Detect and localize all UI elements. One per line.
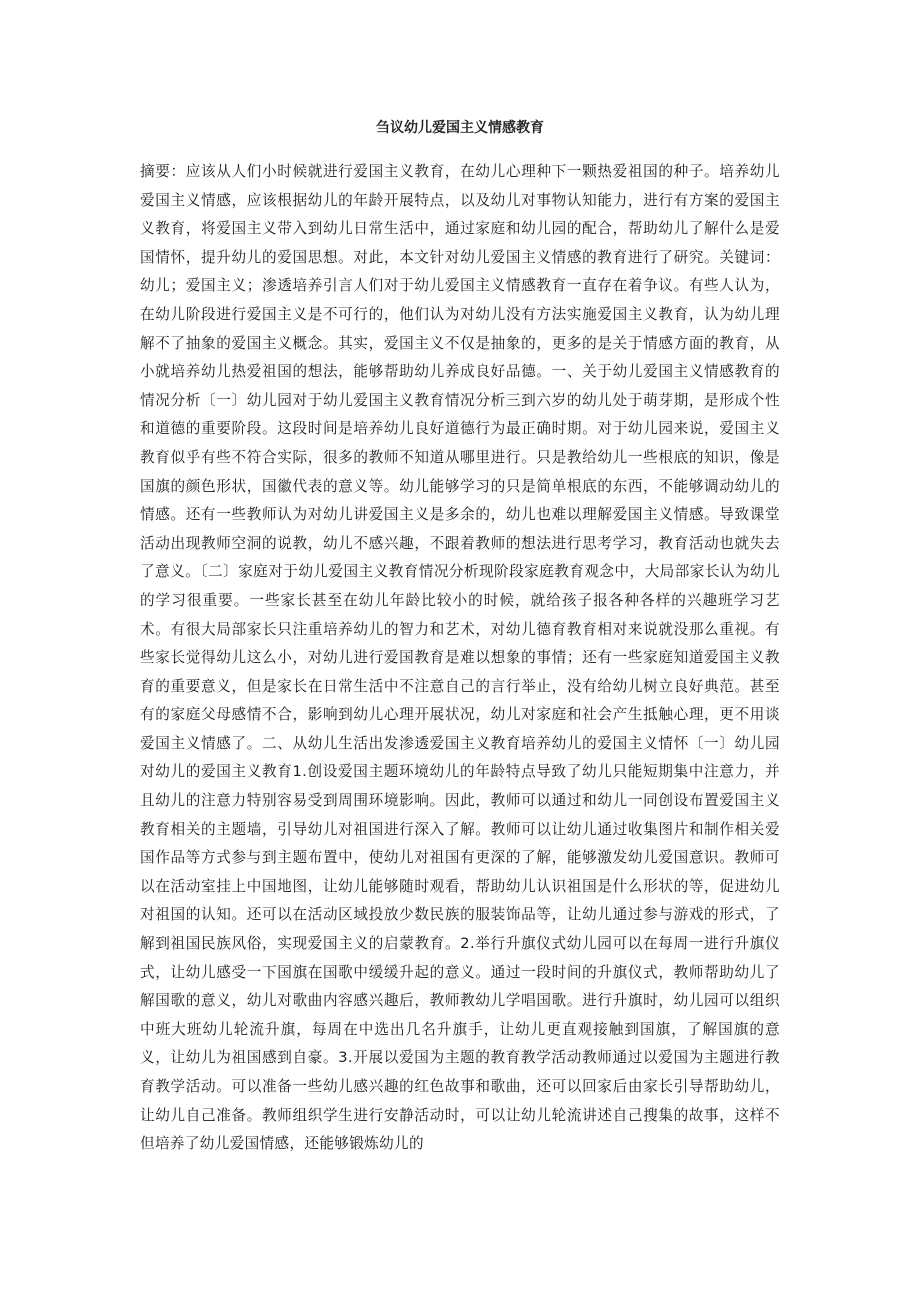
document-body: 摘要：应该从人们小时候就进行爱国主义教育，在幼儿心理种下一颗热爱祖国的种子。培养幼儿爱国主义情感，应该根据幼儿的年龄开展特点，以及幼儿对事物认知能力，进行有方案的爱国主义教育，将爱国主义带入到幼儿日常生活中，通过家庭和幼儿园的配合，帮助幼儿了解什么是爱国情怀，提升幼儿的爱国思想。对此，本文针对幼儿爱国主义情感的教育进行了研究。关键词：幼儿；爱国主义；渗透培养引言人们对于幼儿爱国主义情感教育一直存在着争议。有些人认为，在幼儿阶段进行爱国主义是不可行的，他们认为对幼儿没有方法实施爱国主义教育，认为幼儿理解不了抽象的爱国主义概念。其实，爱国主义不仅是抽象的，更多的是关于情感方面的教育，从小就培养幼儿热爱祖国的想法，能够帮助幼儿养成良好品德。一、关于幼儿爱国主义情感教育的情况分析〔一〕幼儿园对于幼儿爱国主义教育情况分析三到六岁的幼儿处于萌芽期，是形成个性和道德的重要阶段。这段时间是培养幼儿良好道德行为最正确时期。对于幼儿园来说，爱国主义教育似乎有些不符合实际，很多的教师不知道从哪里进行。只是教给幼儿一些根底的知识，像是国旗的颜色形状，国徽代表的意义等。幼儿能够学习的只是简单根底的东西，不能够调动幼儿的情感。还有一些教师认为对幼儿讲爱国主义是多余的，幼儿也难以理解爱国主义情感。导致课堂活动出现教师空洞的说教，幼儿不感兴趣，不跟着教师的想法进行思考学习，教育活动也就失去了意义。〔二〕家庭对于幼儿爱国主义教育情况分析现阶段家庭教育观念中，大局部家长认为幼儿的学习很重要。一些家长甚至在幼儿年龄比较小的时候，就给孩子报各种各样的兴趣班学习艺术。有很大局部家长只注重培养幼儿的智力和艺术，对幼儿德育教育相对来说就没那么重视。有些家长觉得幼儿这么小，对幼儿进行爱国教育是难以想象的事情；还有一些家庭知道爱国主义教育的重要意义，但是家长在日常生活中不注意自己的言行举止，没有给幼儿树立良好典范。甚至有的家庭父母感情不合，影响到幼儿心理开展状况，幼儿对家庭和社会产生抵触心理，更不用谈爱国主义情感了。二、从幼儿生活出发渗透爱国主义教育培养幼儿的爱国主义情怀〔一〕幼儿园对幼儿的爱国主义教育1.创设爱国主题环境幼儿的年龄特点导致了幼儿只能短期集中注意力，并且幼儿的注意力特别容易受到周围环境影响。因此，教师可以通过和幼儿一同创设布置爱国主义教育相关的主题墙，引导幼儿对祖国进行深入了解。教师可以让幼儿通过收集图片和制作相关爱国作品等方式参与到主题布置中，使幼儿对祖国有更深的了解，能够激发幼儿爱国意识。教师可以在活动室挂上中国地图，让幼儿能够随时观看，帮助幼儿认识祖国是什么形状的等，促进幼儿对祖国的认知。还可以在活动区域投放少数民族的服装饰品等，让幼儿通过参与游戏的形式，了解到祖国民族风俗，实现爱国主义的启蒙教育。2.举行升旗仪式幼儿园可以在每周一进行升旗仪式，让幼儿感受一下国旗在国歌中缓缓升起的意义。通过一段时间的升旗仪式，教师帮助幼儿了解国歌的意义，幼儿对歌曲内容感兴趣后，教师教幼儿学唱国歌。进行升旗时，幼儿园可以组织中班大班幼儿轮流升旗，每周在中选出几名升旗手，让幼儿更直观接触到国旗，了解国旗的意义，让幼儿为祖国感到自豪。3.开展以爱国为主题的教育教学活动教师通过以爱国为主题进行教育教学活动。可以准备一些幼儿感兴趣的红色故事和歌曲，还可以回家后由家长引导帮助幼儿，让幼儿自己准备。教师组织学生进行安静活动时，可以让幼儿轮流讲述自己搜集的故事，这样不但培养了幼儿爱国情感，还能够锻炼幼儿的 [140,163,780,1153]
document-title: 刍议幼儿爱国主义情感教育 [376,120,544,136]
